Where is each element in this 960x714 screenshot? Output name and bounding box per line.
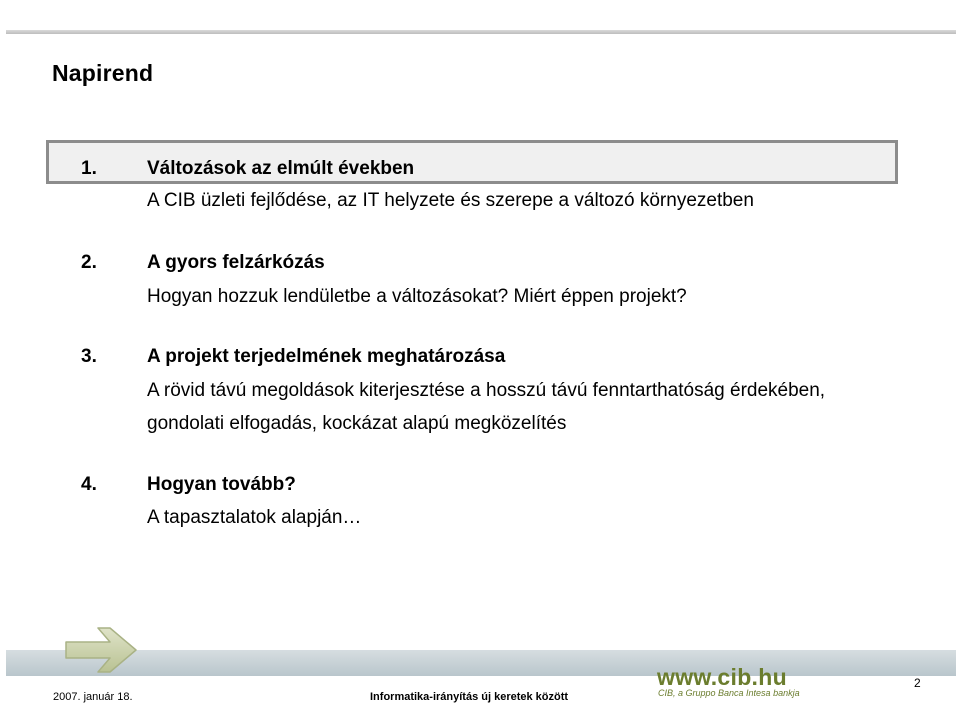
- agenda-item-description: A CIB üzleti fejlődése, az IT helyzete és szerepe a változó környezetben: [147, 190, 754, 211]
- agenda-item-heading: Hogyan tovább?: [147, 474, 296, 495]
- slide-title: Napirend: [52, 60, 154, 86]
- agenda-item-heading: Változások az elmúlt években: [147, 158, 415, 179]
- agenda-item-heading: A gyors felzárkózás: [147, 252, 325, 273]
- agenda-item-number: 1.: [81, 158, 97, 179]
- footer-date: 2007. január 18.: [53, 691, 133, 703]
- agenda-item-number: 2.: [81, 252, 97, 273]
- page-number: 2: [914, 676, 921, 690]
- agenda-item-number: 4.: [81, 474, 97, 495]
- agenda-item-heading: A projekt terjedelmének meghatározása: [147, 346, 506, 367]
- agenda-item-description: A rövid távú megoldások kiterjesztése a hosszú távú fenntarthatóság érdekében,: [147, 380, 826, 401]
- footer-title: Informatika-irányítás új keretek között: [370, 691, 569, 703]
- agenda-item-description: Hogyan hozzuk lendületbe a változásokat? Miért éppen projekt?: [147, 286, 687, 307]
- agenda-item-number: 3.: [81, 346, 97, 367]
- cib-logo-tagline: CIB, a Gruppo Banca Intesa bankja: [658, 688, 800, 698]
- cib-logo-url: www.cib.hu: [657, 664, 787, 690]
- footer-bar: [6, 650, 956, 676]
- top-divider: [6, 30, 956, 34]
- agenda-item-description: gondolati elfogadás, kockázat alapú megközelítés: [147, 413, 567, 434]
- arrow-right-icon: [58, 620, 148, 680]
- agenda-item-description: A tapasztalatok alapján…: [147, 507, 362, 528]
